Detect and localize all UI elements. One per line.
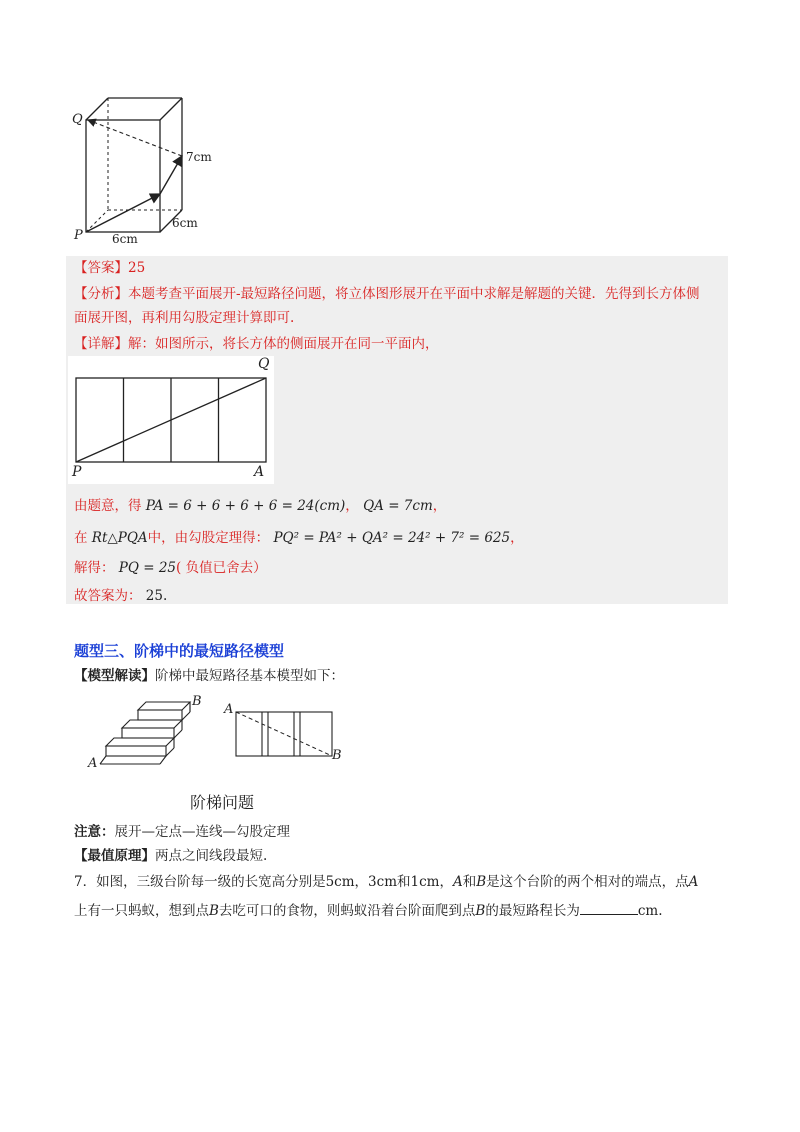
problem7-v2: 3cm [368, 874, 397, 890]
label-7cm: 7cm [186, 150, 212, 164]
unfolded-figure [68, 356, 274, 484]
analysis-line-1 [74, 284, 700, 304]
detail-line-c [74, 558, 267, 578]
section-heading: 题型三、阶梯中的最短路径模型 [74, 642, 285, 660]
problem7-end: . [658, 903, 663, 919]
problem7-b3: B [475, 903, 486, 919]
answer-value: 25 [128, 260, 146, 276]
unfolded-stairs-diagram [224, 700, 348, 770]
detail-text: 解：如图所示，将长方体的侧面展开在同一平面内， [128, 336, 439, 352]
note-tag: 注意： [74, 824, 115, 840]
line-b-tri: Rt△PQA [91, 530, 148, 546]
detail-line [74, 334, 439, 354]
unfolded-diagram [68, 356, 274, 484]
unfolded-label-a: A [224, 702, 234, 717]
problem7-sep1: ， [354, 874, 369, 890]
model-text: 阶梯中最短路径基本模型如下： [155, 668, 344, 684]
figure-caption: 阶梯问题 [190, 793, 255, 812]
unfolded-stairs-figure [224, 700, 348, 770]
principle-tag: 【最值原理】 [74, 848, 155, 864]
detail-line-d [74, 586, 167, 606]
detail-line-b [74, 528, 524, 548]
problem7-line-1 [74, 872, 698, 892]
line-b-math: PQ² = PA² + QA² = 24² + 7² = 625 [273, 530, 511, 546]
problem7-b: B [476, 874, 487, 890]
cuboid-diagram [66, 88, 226, 248]
problem7-and2: 和 [462, 874, 477, 890]
detail-line-a [74, 496, 446, 516]
line-b-mid: 中，由勾股定理得： [147, 530, 270, 546]
model-tag: 【模型解读】 [74, 668, 155, 684]
fig2-label-q: Q [258, 356, 270, 372]
problem7-line2c: 的最短路程长为 [485, 903, 580, 919]
line-a-prefix: 由题意，得 [74, 498, 142, 514]
stairs-figure [86, 694, 216, 776]
principle-line [74, 846, 267, 866]
cuboid-figure [66, 88, 226, 248]
stairs-label-a: A [88, 756, 98, 771]
label-6cm-bottom: 6cm [112, 232, 138, 246]
line-b-end: ， [510, 530, 524, 546]
problem7-and: 和 [397, 874, 411, 890]
line-a-math: PA = 6 + 6 + 6 + 6 = 24(cm) [145, 498, 346, 514]
problem7-line2b: 去吃可口的食物，则蚂蚁沿着台阶面爬到点 [218, 903, 476, 919]
note-line [74, 822, 290, 842]
fig2-label-a: A [254, 464, 265, 480]
problem7-line2a: 上有一只蚂蚁，想到点 [74, 903, 209, 919]
line-c-note: ( 负值已舍去） [176, 560, 267, 576]
problem7-a: A [452, 874, 463, 890]
problem7-line-2 [74, 900, 663, 921]
analysis-tag: 【分析】 [74, 286, 128, 302]
model-line [74, 666, 344, 686]
answer-line [74, 258, 145, 278]
problem7-unit: cm [637, 903, 659, 919]
line-b-prefix: 在 [74, 530, 88, 546]
problem7-v1: 5cm [325, 874, 355, 890]
line-a-end: ， [432, 498, 447, 514]
line-a-math2: QA = 7cm [363, 498, 433, 514]
analysis-line-2 [74, 308, 294, 328]
problem7-text1: 如图，三级台阶每一级的长宽高分别是 [96, 874, 326, 890]
label-q: Q [72, 112, 83, 127]
label-6cm-right: 6cm [172, 216, 198, 230]
line-c-math: PQ = 25 [118, 560, 177, 576]
unfolded-label-b: B [332, 748, 342, 763]
line-d-val: 25. [145, 588, 168, 604]
detail-tag: 【详解】 [74, 336, 128, 352]
label-p: P [74, 228, 83, 243]
problem7-num: 7． [74, 874, 97, 890]
stairs-label-b: B [192, 694, 202, 709]
answer-tag: 【答案】 [74, 260, 128, 276]
analysis-text-2: 面展开图，再利用勾股定理计算即可. [74, 310, 295, 326]
fig2-label-p: P [72, 464, 82, 480]
note-text: 展开—定点—连线—勾股定理 [114, 824, 290, 840]
problem7-a2: A [688, 874, 699, 890]
problem7-b2: B [209, 903, 219, 919]
answer-blank[interactable] [580, 900, 638, 915]
problem7-v3: 1cm [410, 874, 440, 890]
line-d-text: 故答案为： [74, 588, 142, 604]
principle-text: 两点之间线段最短. [155, 848, 268, 864]
analysis-text-1: 本题考查平面展开-最短路径问题，将立体图形展开在平面中求解是解题的关键．先得到长方体侧 [128, 286, 700, 302]
line-a-sep: ， [345, 498, 359, 514]
problem7-text2: 是这个台阶的两个相对的端点，点 [486, 874, 689, 890]
problem7-sep2: ， [439, 874, 453, 890]
line-c-prefix: 解得： [74, 560, 115, 576]
